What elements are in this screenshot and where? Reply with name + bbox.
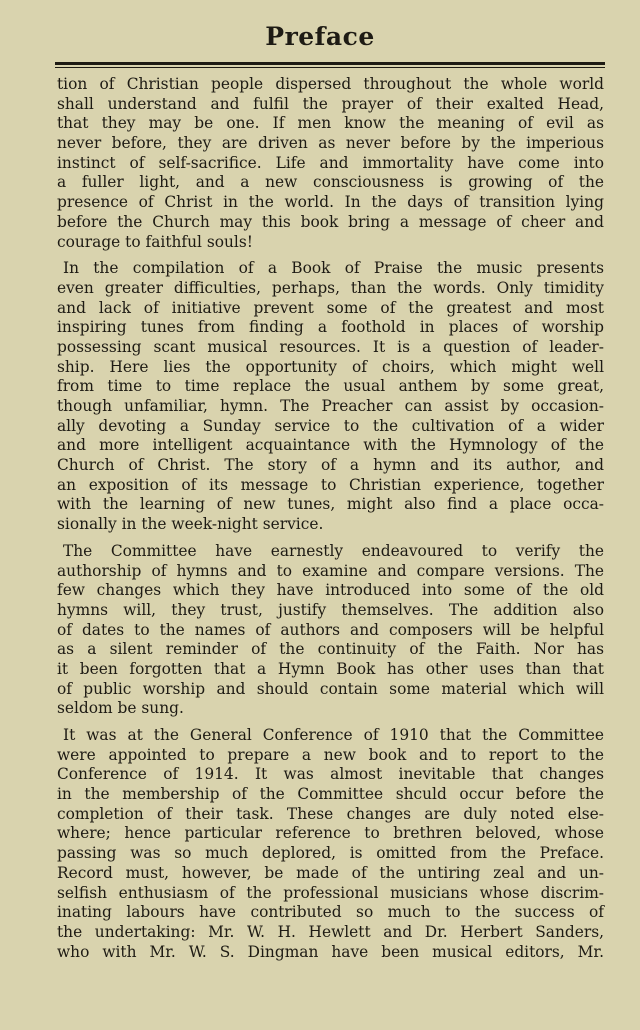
text-line: seldom be sung.: [57, 699, 184, 718]
text-line: in the membership of the Committee shculd occur before the: [57, 785, 604, 804]
text-line: it been forgotten that a Hymn Book has other uses than that: [57, 659, 604, 678]
text-line: The Committee have earnestly endeavoured to verify the: [63, 541, 604, 560]
header-rule-thick: [55, 62, 605, 65]
text-line: presence of Christ in the world. In the days of transition lying: [57, 193, 604, 212]
text-line: never before, they are driven as never before by the imperious: [57, 134, 604, 153]
text-line: that they may be one. If men know the meaning of evil as: [57, 114, 604, 133]
text-line: authorship of hymns and to examine and compare versions. The: [57, 561, 604, 580]
text-line: possessing scant musical resources. It is a question of leader-: [57, 337, 604, 356]
text-line: few changes which they have introduced into some of the old: [57, 581, 604, 600]
paragraph: [57, 75, 604, 252]
text-line: an exposition of its message to Christian experience, together: [57, 475, 604, 494]
running-head-title: Preface: [265, 22, 375, 51]
paragraph: [57, 726, 604, 962]
preface-body: [57, 75, 604, 969]
text-line: Conference of 1914. It was almost inevitable that changes: [57, 765, 604, 784]
text-line: ally devoting a Sunday service to the cultivation of a wider: [57, 416, 604, 435]
text-line: sionally in the week-night service.: [57, 515, 324, 534]
text-line: tion of Christian people dispersed throughout the whole world: [57, 75, 604, 93]
text-line: inspiring tunes from finding a foothold in places of worship: [57, 318, 604, 337]
text-line: who with Mr. W. S. Dingman have been musical editors, Mr.: [57, 942, 604, 961]
text-line: a fuller light, and a new consciousness is growing of the: [57, 173, 604, 192]
text-line: It was at the General Conference of 1910 that the Committee: [63, 726, 604, 744]
text-line: completion of their task. These changes are duly noted else-: [57, 804, 604, 823]
text-line: courage to faithful souls!: [57, 232, 253, 251]
text-line: though unfamiliar, hymn. The Preacher can assist by occasion-: [57, 397, 604, 415]
text-line: of public worship and should contain some material which will: [57, 679, 604, 698]
text-line: selfish enthusiasm of the professional musicians whose discrim-: [57, 883, 604, 902]
text-line: shall understand and fulfil the prayer of their exalted Head,: [57, 94, 604, 113]
text-line: ship. Here lies the opportunity of choirs, which might well: [57, 357, 604, 376]
paragraph: [57, 259, 604, 535]
paragraph: [57, 542, 604, 719]
text-line: from time to time replace the usual anthem by some great,: [57, 377, 604, 396]
text-line: and more intelligent acquaintance with the Hymnology of the: [57, 436, 604, 455]
text-line: as a silent reminder of the continuity of the Faith. Nor has: [57, 640, 604, 659]
text-line: hymns will, they trust, justify themselves. The addition also: [57, 600, 604, 619]
text-line: were appointed to prepare a new book and to report to the: [57, 745, 604, 764]
text-line: inating labours have contributed so much to the success of: [57, 903, 604, 922]
text-line: passing was so much deplored, is omitted from the Preface.: [57, 844, 604, 863]
text-line: instinct of self-sacrifice. Life and immortality have come into: [57, 153, 604, 172]
text-line: where; hence particular reference to brethren beloved, whose: [57, 824, 604, 843]
text-line: of dates to the names of authors and composers will be helpful: [57, 620, 604, 639]
text-line: Record must, however, be made of the untiring zeal and un-: [57, 863, 604, 882]
text-line: the undertaking: Mr. W. H. Hewlett and Dr. Herbert Sanders,: [57, 922, 604, 941]
text-line: before the Church may this book bring a message of cheer and: [57, 212, 604, 231]
text-line: even greater difficulties, perhaps, than the words. Only timidity: [57, 278, 604, 297]
text-line: Church of Christ. The story of a hymn and its author, and: [57, 456, 604, 475]
text-line: and lack of initiative prevent some of the greatest and most: [57, 298, 604, 317]
text-line: In the compilation of a Book of Praise the music presents: [63, 259, 604, 278]
text-line: with the learning of new tunes, might also find a place occa-: [57, 495, 604, 514]
header-rule-thin: [55, 67, 605, 68]
